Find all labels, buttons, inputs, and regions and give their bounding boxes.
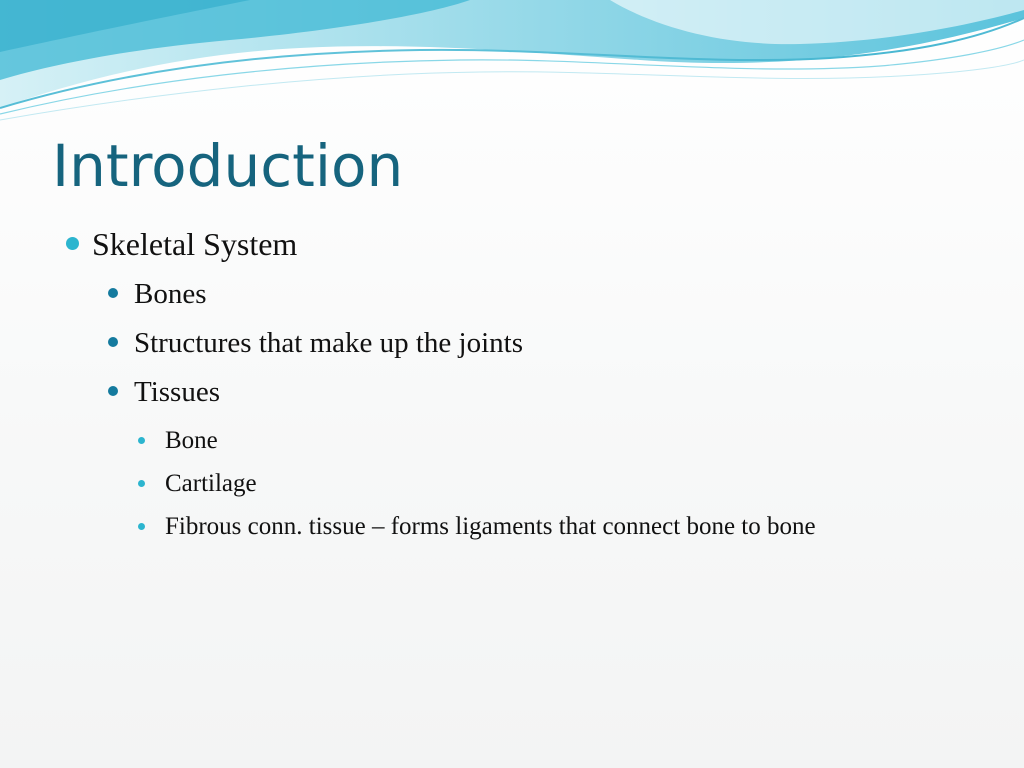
bullet-text: Structures that make up the joints xyxy=(134,327,524,359)
bullet-dot-icon xyxy=(108,288,118,298)
bullet-text: Bone xyxy=(165,427,218,454)
bullet-dot-icon xyxy=(108,337,118,347)
bullet-dot-icon xyxy=(108,386,118,396)
bullet-text: Fibrous conn. tissue – forms ligaments that connect bone to bone xyxy=(165,513,816,540)
bullet-bones xyxy=(102,272,960,317)
bullet-list xyxy=(60,222,960,544)
bullet-cartilage xyxy=(134,466,945,501)
bullet-text: Cartilage xyxy=(165,470,257,497)
bullet-dot-icon xyxy=(138,437,145,444)
bullet-joint-structures xyxy=(102,321,960,366)
bullet-skeletal-system xyxy=(60,222,960,266)
bullet-text: Bones xyxy=(134,278,207,310)
bullet-fibrous-tissue xyxy=(134,509,945,544)
bullet-dot-icon xyxy=(138,480,145,487)
bullet-text: Tissues xyxy=(134,376,220,408)
slide-title: Introduction xyxy=(52,132,404,200)
bullet-bone xyxy=(134,423,945,458)
bullet-tissues xyxy=(102,370,960,415)
bullet-text: Skeletal System xyxy=(92,226,298,262)
bullet-dot-icon xyxy=(138,523,145,530)
wave-decoration xyxy=(0,0,1024,130)
bullet-dot-icon xyxy=(66,237,79,250)
